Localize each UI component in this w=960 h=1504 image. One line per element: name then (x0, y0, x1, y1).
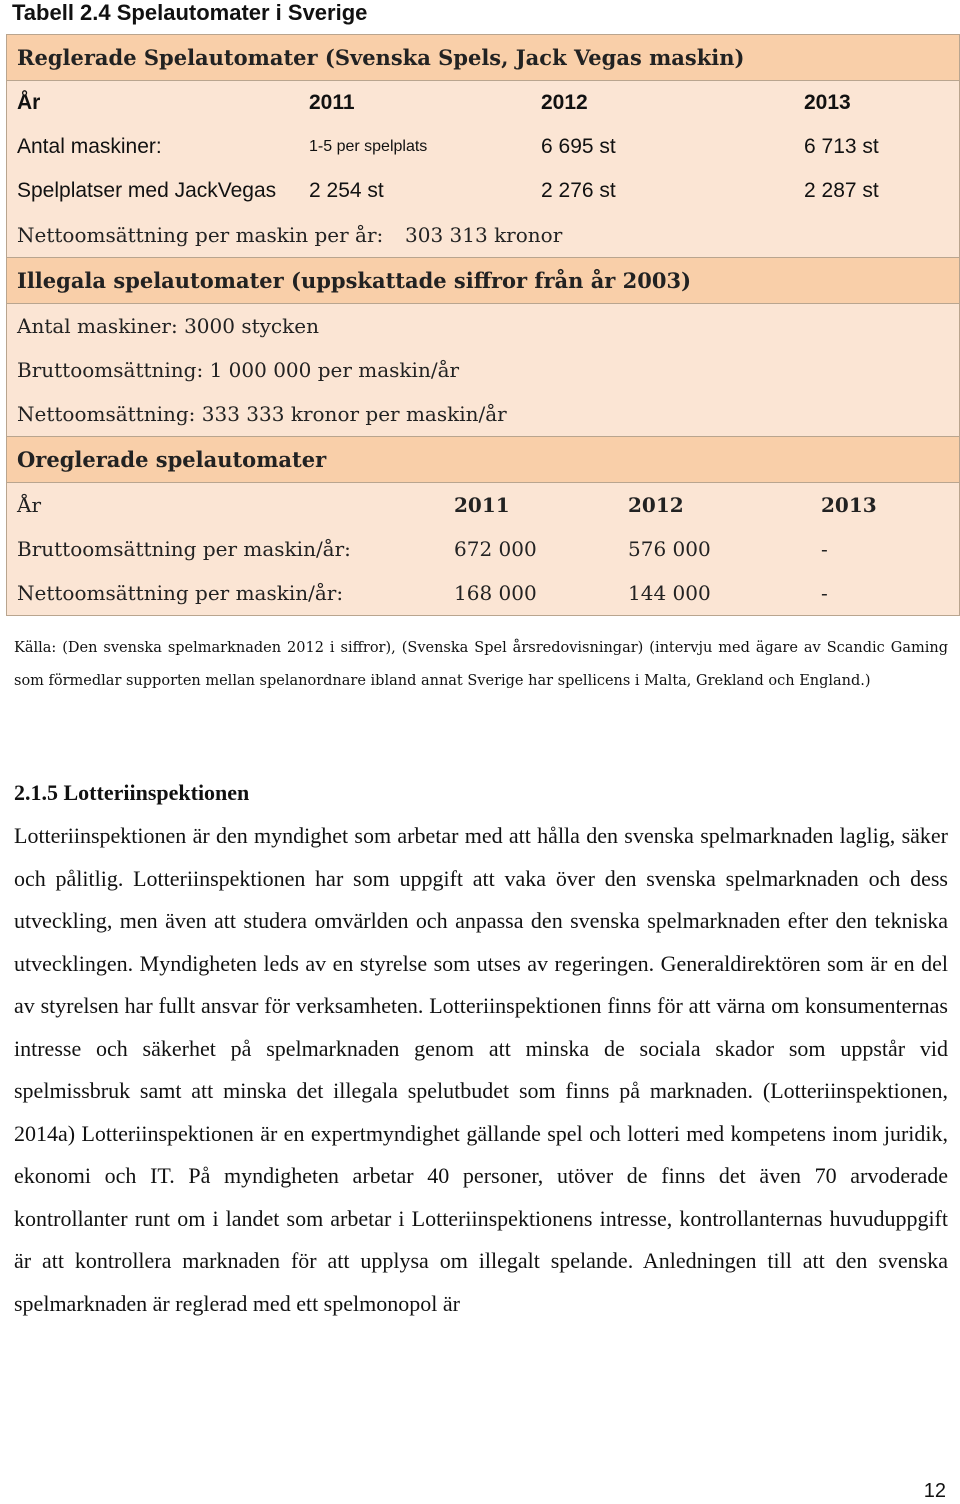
year-label: År (17, 91, 41, 114)
illegal-title: Illegala spelautomater (uppskattade siffror från år 2003) (17, 268, 692, 293)
net-cell: 144 000 (628, 581, 711, 605)
regulated-machines-row (7, 125, 959, 169)
slot-machines-table (6, 34, 960, 616)
source-note: Källa: (Den svenska spelmarknaden 2012 i siffror), (Svenska Spel årsredovisningar) (intervju med ägare av Scandic Gaming som förmedlar supporten mellan spelanordnare ibland annat Sverige har spellicens i Malta, Grekland och England.) (14, 640, 948, 689)
unregulated-net-row (7, 571, 959, 615)
page-number: 12 (923, 1480, 946, 1502)
regulated-net-row (7, 213, 959, 257)
illegal-net: Nettoomsättning: 333 333 kronor per maskin/år (17, 402, 507, 426)
illegal-machines: Antal maskiner: 3000 stycken (17, 314, 319, 338)
year-cell: 2011 (454, 493, 510, 517)
venues-label: Spelplatser med JackVegas (17, 179, 277, 202)
net-turnover-label: Nettoomsättning per maskin per år: (17, 223, 384, 247)
illegal-section (6, 304, 960, 436)
regulated-title: Reglerade Spelautomater (Svenska Spels, Jack Vegas maskin) (17, 45, 745, 70)
regulated-venues-row (7, 169, 959, 213)
venues-cell: 2 287 st (804, 179, 879, 202)
unregulated-section (6, 483, 960, 616)
gross-cell: 576 000 (628, 537, 711, 561)
year-cell: 2012 (541, 91, 588, 114)
year-cell: 2011 (309, 91, 355, 114)
machines-label: Antal maskiner: (17, 135, 162, 158)
illegal-net-row (7, 392, 959, 436)
regulated-header (6, 34, 960, 81)
gross-label: Bruttoomsättning per maskin/år: (17, 537, 351, 561)
year-cell: 2013 (821, 493, 877, 517)
net-cell: - (821, 581, 828, 605)
gross-cell: 672 000 (454, 537, 537, 561)
unregulated-title: Oreglerade spelautomater (17, 447, 327, 472)
net-cell: 168 000 (454, 581, 537, 605)
section-heading: 2.1.5 Lotteriinspektionen (14, 780, 250, 805)
section-paragraph: Lotteriinspektionen är den myndighet som arbetar med att hålla den svenska spelmarknaden laglig, säker och pålitlig. Lotteriinspektionen har som uppgift att vaka över den svenska spelmarknaden och dess utveckling, men även att studera omvärlden och anpassa den svenska spelmarknaden efter den tekniska utvecklingen. Myndigheten leds av en styrelse som utses av regeringen. Generaldirektören som är en del av styrelsen har fullt ansvar för verksamheten. Lotteriinspektionen finns för att värna om konsumenternas intresse och säkerhet på spelmarknaden genom att minska de sociala skador som uppstår vid spelmissbruk samt att minska det illegala spelutbudet som finns på marknaden. (Lotteriinspektionen, 2014a) Lotteriinspektionen är en expertmyndighet gällande spel och lotteri med kompetens inom juridik, ekonomi och IT. På myndigheten arbetar 40 personer, utöver de finns det även 70 arvoderade kontrollanter runt om i landet som arbetar i Lotteriinspektionens intresse, kontrollanternas huvuduppgift är att kontrollera marknaden för att upplysa om illegalt spelande. Anledningen till att den svenska spelmarknaden är reglerad med ett spelmonopol är (14, 823, 948, 1316)
illegal-machines-row (7, 304, 959, 348)
illegal-gross: Bruttoomsättning: 1 000 000 per maskin/år (17, 358, 460, 382)
unregulated-year-row (7, 483, 959, 527)
year-cell: 2013 (804, 91, 851, 114)
machines-cell: 1-5 per spelplats (309, 138, 428, 155)
machines-cell: 6 713 st (804, 135, 879, 158)
illegal-gross-row (7, 348, 959, 392)
venues-cell: 2 276 st (541, 179, 616, 202)
table-caption: Tabell 2.4 Spelautomater i Sverige (12, 0, 368, 25)
net-label: Nettoomsättning per maskin/år: (17, 581, 344, 605)
year-cell: 2012 (628, 493, 684, 517)
machines-cell: 6 695 st (541, 135, 616, 158)
illegal-header (6, 257, 960, 304)
unregulated-gross-row (7, 527, 959, 571)
year-label: År (17, 493, 42, 517)
unregulated-header (6, 436, 960, 483)
net-turnover-value: 303 313 kronor (405, 223, 563, 247)
regulated-year-row (7, 81, 959, 125)
venues-cell: 2 254 st (309, 179, 384, 202)
regulated-section (6, 81, 960, 257)
gross-cell: - (821, 537, 828, 561)
